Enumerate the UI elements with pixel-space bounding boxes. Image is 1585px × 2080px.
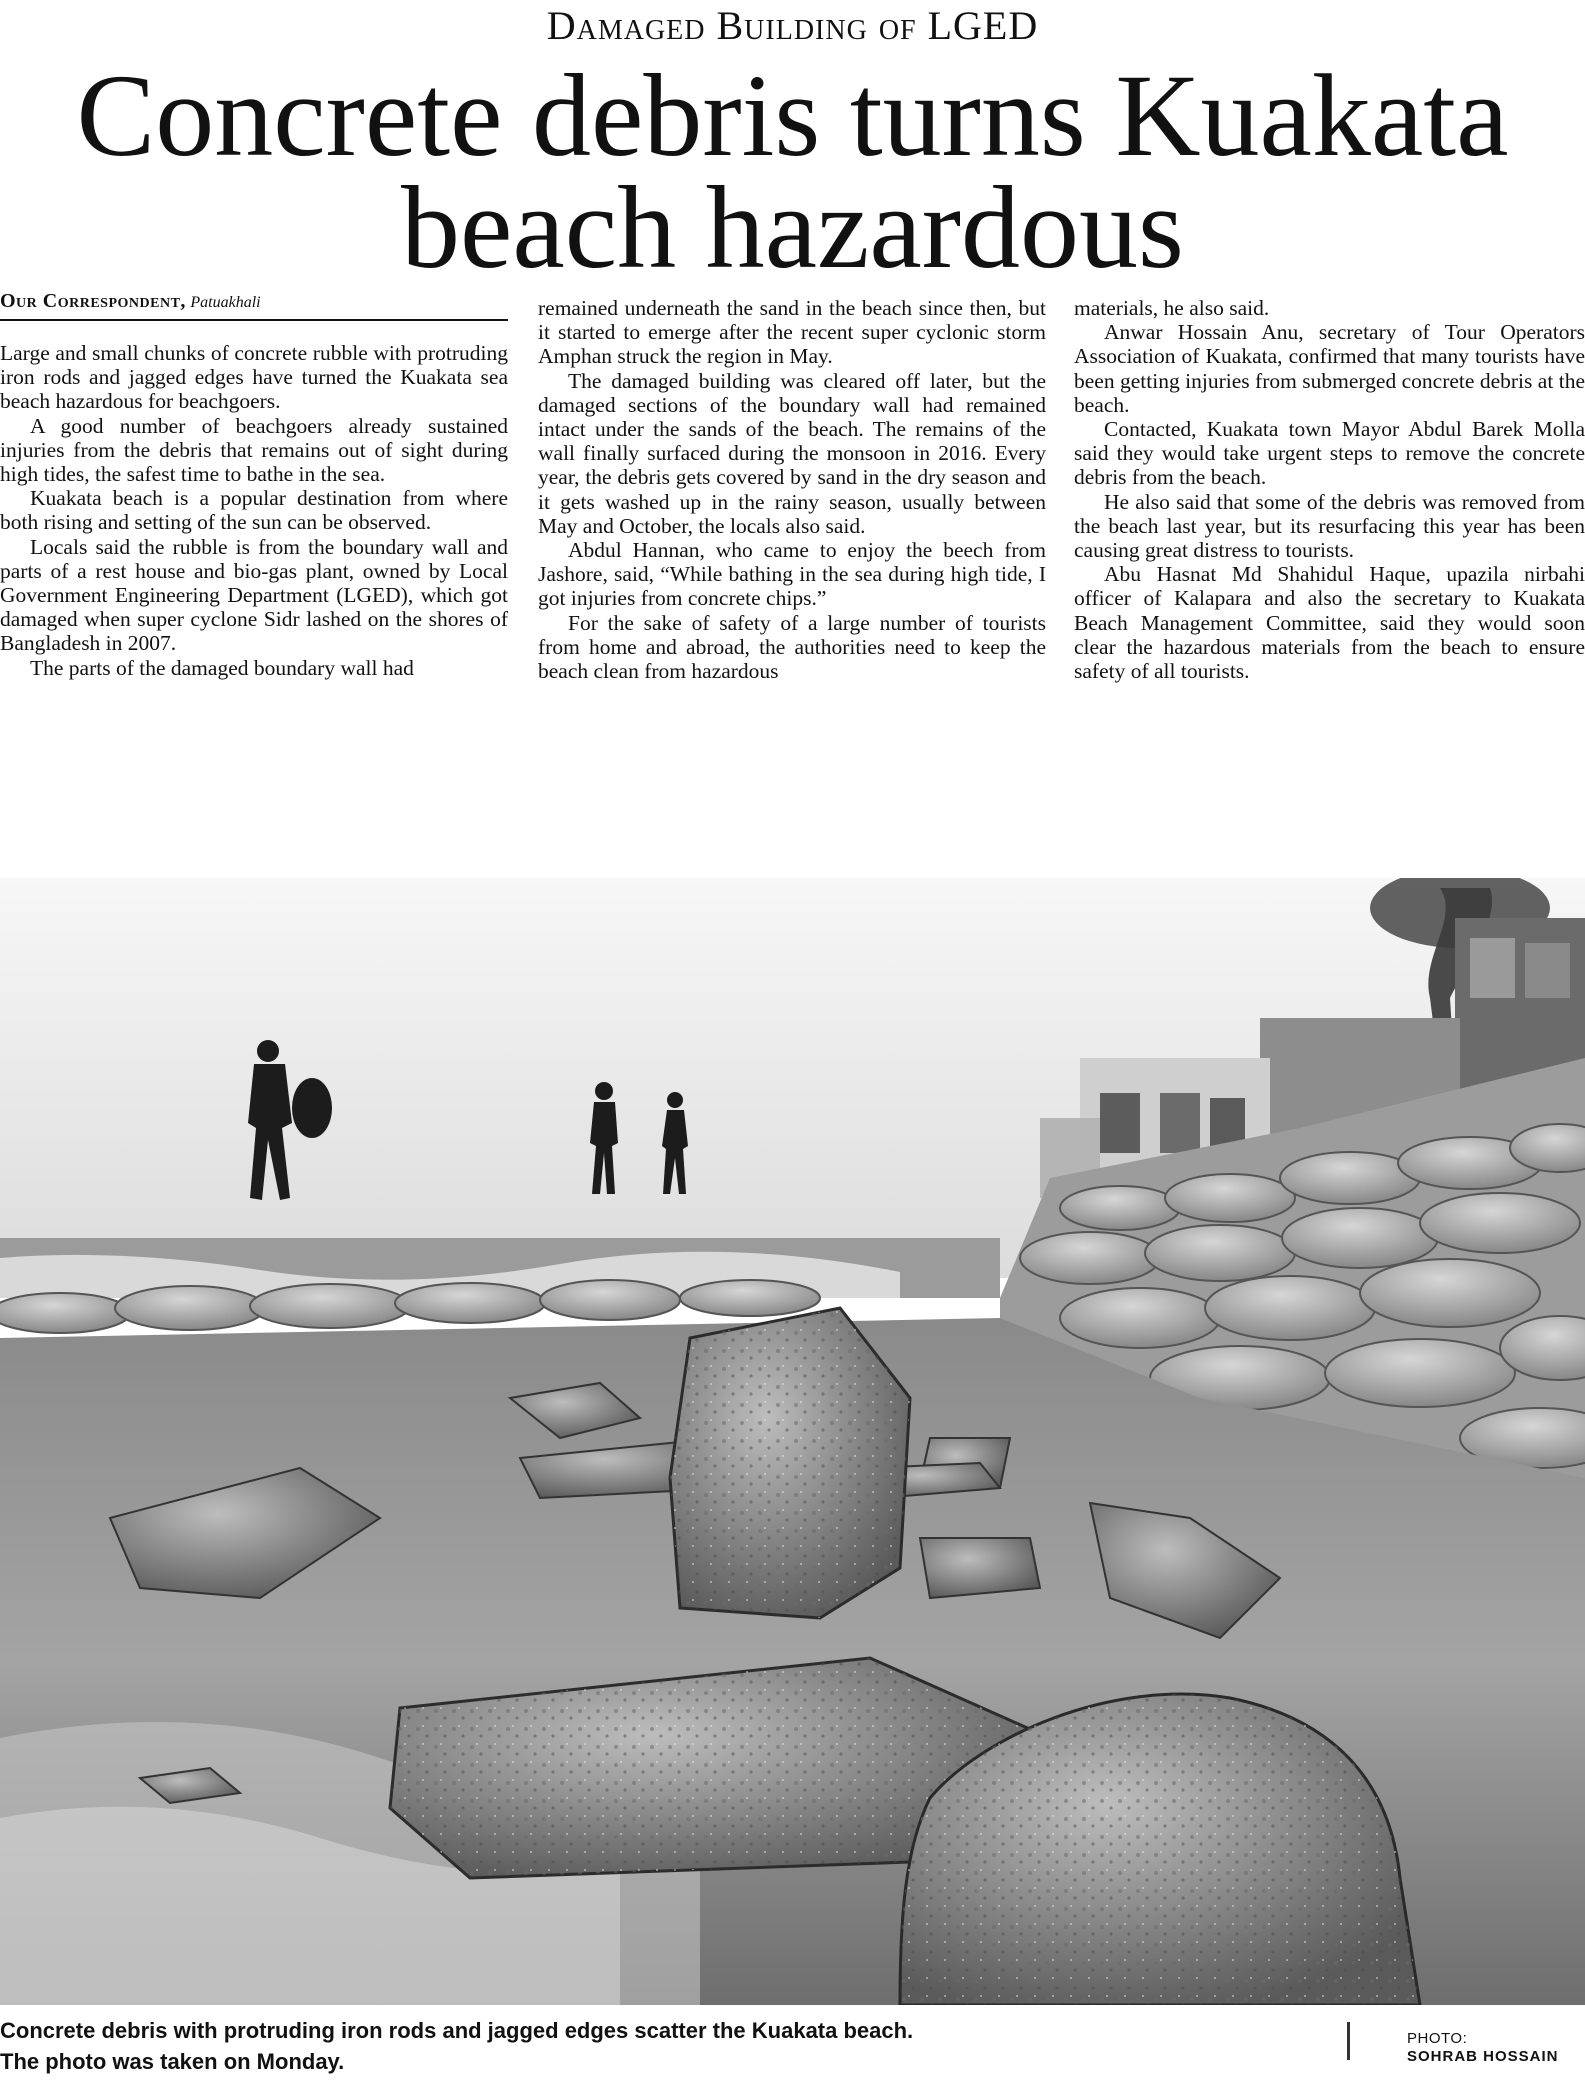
article-column-2 — [538, 296, 1046, 683]
paragraph: materials, he also said. — [1074, 296, 1270, 320]
paragraph: Large and small chunks of concrete rubble with protruding iron rods and jagged edges have turned the Kuakata sea beach hazardous for beachgoers. — [0, 341, 508, 414]
kicker: Damaged Building of LGED — [546, 3, 1039, 48]
caption-line-1: Concrete debris with protruding iron rods and jagged edges scatter the Kuakata beach. — [0, 2018, 914, 2043]
beach-debris-photo — [0, 878, 1585, 2005]
photo-caption — [0, 2015, 1200, 2077]
byline-place: Patuakhali — [190, 294, 261, 311]
paragraph: For the sake of safety of a large number of tourists from home and abroad, the authorities need to keep the beach clean from hazardous — [538, 610, 1046, 684]
credit-divider — [1347, 2022, 1350, 2060]
paragraph: Anwar Hossain Anu, secretary of Tour Operators Association of Kuakata, confirmed that many tourists have been getting injuries from submerged concrete debris at the beach. — [1074, 320, 1585, 417]
article-column-3 — [1074, 296, 1585, 683]
caption-line-2: The photo was taken on Monday. — [0, 2049, 345, 2074]
paragraph: Abu Hasnat Md Shahidul Haque, upazila nirbahi officer of Kalapara and also the secretary to Kuakata Beach Management Committee, said they would soon clear the hazardous materials from the beach to ensure safety of all tourists. — [1074, 562, 1585, 684]
byline-name: Our Correspondent, — [0, 290, 186, 312]
headline-line-2: beach hazardous — [401, 162, 1184, 293]
paragraph: The parts of the damaged boundary wall had — [30, 655, 414, 680]
paragraph: A good number of beachgoers already sustained injuries from the debris that remains out of sight during high tides, the safest time to bathe in the sea. — [0, 413, 508, 487]
paragraph: Kuakata beach is a popular destination from where both rising and setting of the sun can be observed. — [0, 486, 508, 535]
paragraph: He also said that some of the debris was removed from the beach last year, but its resurfacing this year has been causing great distress to tourists. — [1074, 489, 1585, 563]
credit-label: PHOTO: — [1407, 2030, 1468, 2047]
headline-line-1: Concrete debris turns Kuakata — [76, 50, 1509, 181]
headline — [0, 50, 1585, 293]
paragraph: The damaged building was cleared off later, but the damaged sections of the boundary wall had remained intact under the sands of the beach. The remains of the wall finally surfaced during the monsoon in 2016. Every year, the debris gets covered by sand in the dry season and it gets washed up in the rainy season, usually between May and October, the locals also said. — [538, 368, 1046, 538]
paragraph: Abdul Hannan, who came to enjoy the beech from Jashore, said, “While bathing in the sea during high tide, I got injuries from concrete chips.” — [538, 538, 1046, 611]
paragraph: Contacted, Kuakata town Mayor Abdul Barek Molla said they would take urgent steps to remove the concrete debris from the beach. — [1074, 417, 1585, 490]
credit-name: SOHRAB HOSSAIN — [1407, 2048, 1559, 2065]
photo-credit — [1407, 2030, 1559, 2066]
byline — [0, 290, 508, 321]
paragraph: remained underneath the sand in the beach since then, but it started to emerge after the recent super cyclonic storm Amphan struck the region in May. — [538, 296, 1046, 369]
article-column-1 — [0, 341, 508, 680]
paragraph: Locals said the rubble is from the boundary wall and parts of a rest house and bio-gas plant, owned by Local Government Engineering Department (LGED), which got damaged when super cyclone Sidr lashed on the shores of Bangladesh in 2007. — [0, 534, 508, 656]
